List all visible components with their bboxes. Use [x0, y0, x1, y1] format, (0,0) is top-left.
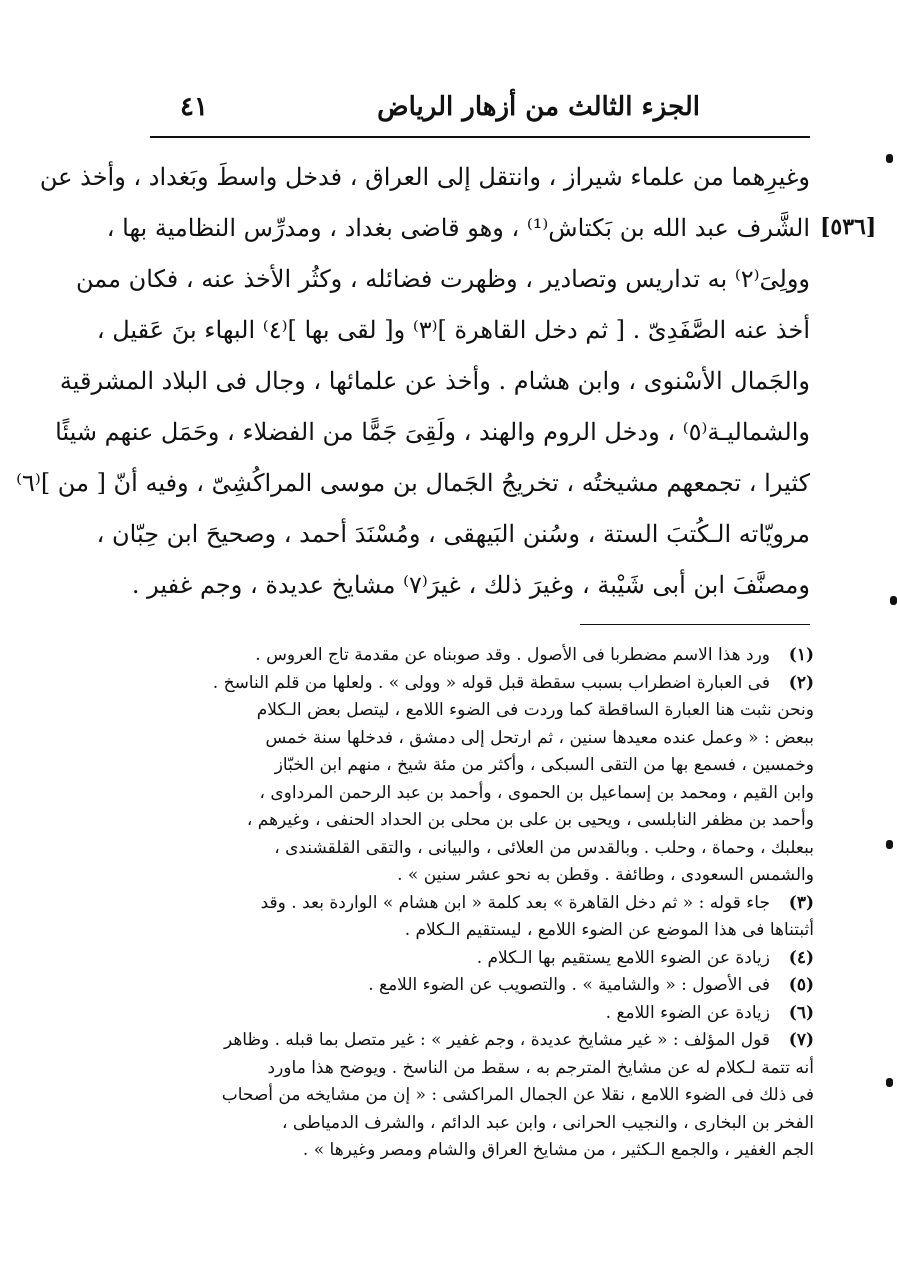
scan-mark	[890, 596, 897, 605]
main-text-block	[16, 152, 810, 611]
footnote-text: وخمسين ، فسمع بها من التقى السبكى ، وأكثر من مئة شيخ ، منهم ابن الخبّاز	[274, 755, 814, 775]
footnote-text: فى ذلك فى الضوء اللامع ، نقلا عن الجمال المراكشى : « إن من مشايخه من أصحاب	[221, 1085, 814, 1105]
footnote-text: الفخر بن البخارى ، والنجيب الحرانى ، وابن عبد الدائم ، والشرف الدمياطى ،	[282, 1112, 814, 1133]
footnote-text: ورد هذا الاسم مضطربا فى الأصول . وقد صوبناه عن مقدمة تاج العروس .	[255, 645, 770, 665]
footnote-number: (٣)	[788, 892, 814, 913]
footnote-text: أثبتناها فى هذا الموضع عن الضوء اللامع ، ليستقيم الـكلام .	[404, 920, 814, 940]
footnote-line	[148, 890, 814, 918]
footnote-text: الجم الغفير ، والجمع الـكثير ، من مشايخ العراق والشام ومصر وغيرها » .	[302, 1140, 814, 1160]
main-text-line: والشماليـة⁽٥⁾ ، ودخل الروم والهند ، ولَقِىَ جَمًّا من الفضلاء ، وحَمَل عنهم شيئًا	[55, 418, 810, 446]
footnote-text: قول المؤلف : « غير مشايخ عديدة ، وجم غفير » : غير متصل بما قبله . وظاهر	[223, 1030, 770, 1050]
footnote-text: وأحمد بن مظفر النابلسى ، ويحيى بن على بن محلى بن الحداد الحنفى ، وغيرهم ،	[246, 810, 814, 830]
main-text-line: كثيرا ، تجمعهم مشيختُه ، تخريجُ الجَمال بن موسى المراكُشِىّ ، وفيه أنّ [ من ]⁽٦⁾	[16, 469, 810, 497]
footnote-number: (٥)	[788, 975, 814, 995]
footnote-text: ونحن نثبت هنا العبارة الساقطة كما وردت فى الضوء اللامع ، ليتصل بعض الـكلام	[256, 700, 814, 720]
footnote-text: فى العبارة اضطراب بسبب سقطة قبل قوله « وولى » . ولعلها من قلم الناسخ .	[212, 672, 770, 693]
footnote-number: (٤)	[788, 947, 814, 968]
scan-mark	[886, 154, 893, 163]
footnote-divider	[580, 624, 810, 625]
footnote-line	[148, 642, 814, 670]
main-text-line: وغيرِهما من علماء شيراز ، وانتقل إلى العراق ، فدخل واسطَ وبَغداد ، وأخذ عن	[39, 163, 810, 191]
footnote-text: وابن القيم ، ومحمد بن إسماعيل بن الحموى ، وأحمد بن عبد الرحمن المرداوى ،	[259, 782, 814, 803]
running-title: الجزء الثالث من أزهار الرياض	[377, 92, 700, 122]
footnote-number: (٢)	[788, 672, 814, 693]
footnote-text: أنه تتمة لـكلام له عن مشايخ المترجم به ، سقط من الناسخ . ويوضح هذا ماورد	[267, 1057, 814, 1078]
footnote-number: (٧)	[788, 1030, 814, 1050]
footnote-line	[148, 1027, 814, 1055]
footnote-number: (٦)	[788, 1002, 814, 1023]
scan-mark	[886, 840, 893, 849]
main-text-line: وولِىَ⁽٢⁾ به تداريس وتصادير ، وظهرت فضائله ، وكثُر الأخذ عنه ، فكان ممن	[75, 265, 810, 293]
footnote-line	[148, 1000, 814, 1028]
footnote-text: زيادة عن الضوء اللامع .	[605, 1002, 770, 1023]
main-text-line: ومصنَّفَ ابن أبى شَيْبة ، وغيرَ ذلك ، غيرَ⁽٧⁾ مشايخ عديدة ، وجم غفير .	[131, 571, 810, 599]
header-rule	[150, 136, 810, 138]
footnote-text: جاء قوله : « ثم دخل القاهرة » بعد كلمة « ابن هشام » الواردة بعد . وقد	[260, 892, 770, 913]
scan-mark	[886, 1078, 893, 1087]
footnote-text: ببعض : « وعمل عنده معيدها سنين ، ثم ارتحل إلى دمشق ، فدخلها سنة خمس	[265, 727, 814, 748]
footnote-number: (١)	[788, 645, 814, 665]
main-text-line: أخذ عنه الصَّفَدِىّ . [ ثم دخل القاهرة ]⁽٣⁾ و[ لقى بها ]⁽٤⁾ البهاء بنَ عَقيل ،	[96, 316, 810, 344]
marginal-reference: [٥٣٦]	[820, 214, 877, 240]
footnote-text: والشمس السعودى ، وطائفة . وقطن به نحو عشر سنين » .	[397, 865, 814, 885]
footnote-text: زيادة عن الضوء اللامع يستقيم بها الـكلام .	[476, 947, 770, 968]
footnote-text: فى الأصول : « والشامية » . والتصويب عن الضوء اللامع .	[368, 975, 770, 995]
footnote-line	[148, 972, 814, 1000]
page-header	[150, 88, 810, 128]
footnotes-block	[148, 642, 814, 1165]
footnote-line	[148, 670, 814, 698]
footnote-line	[148, 945, 814, 973]
page-number: ٤١	[180, 92, 208, 122]
main-text-line: الشَّرف عبد الله بن بَكتاش⁽¹⁾ ، وهو قاضى بغداد ، ومدرِّس النظامية بها ،	[106, 214, 810, 242]
main-text-line: والجَمال الأسْنوى ، وابن هشام . وأخذ عن علمائها ، وجال فى البلاد المشرقية	[59, 367, 810, 395]
footnote-text: ببعلبك ، وحماة ، وحلب . وبالقدس من العلائى ، والبيانى ، والتقى القلقشندى ،	[274, 837, 814, 858]
main-text-line: مرويّاته الـكُتبَ الستة ، وسُنن البَيهقى ، ومُسْنَدَ أحمد ، وصحيحَ ابن حِبّان ،	[96, 520, 810, 548]
